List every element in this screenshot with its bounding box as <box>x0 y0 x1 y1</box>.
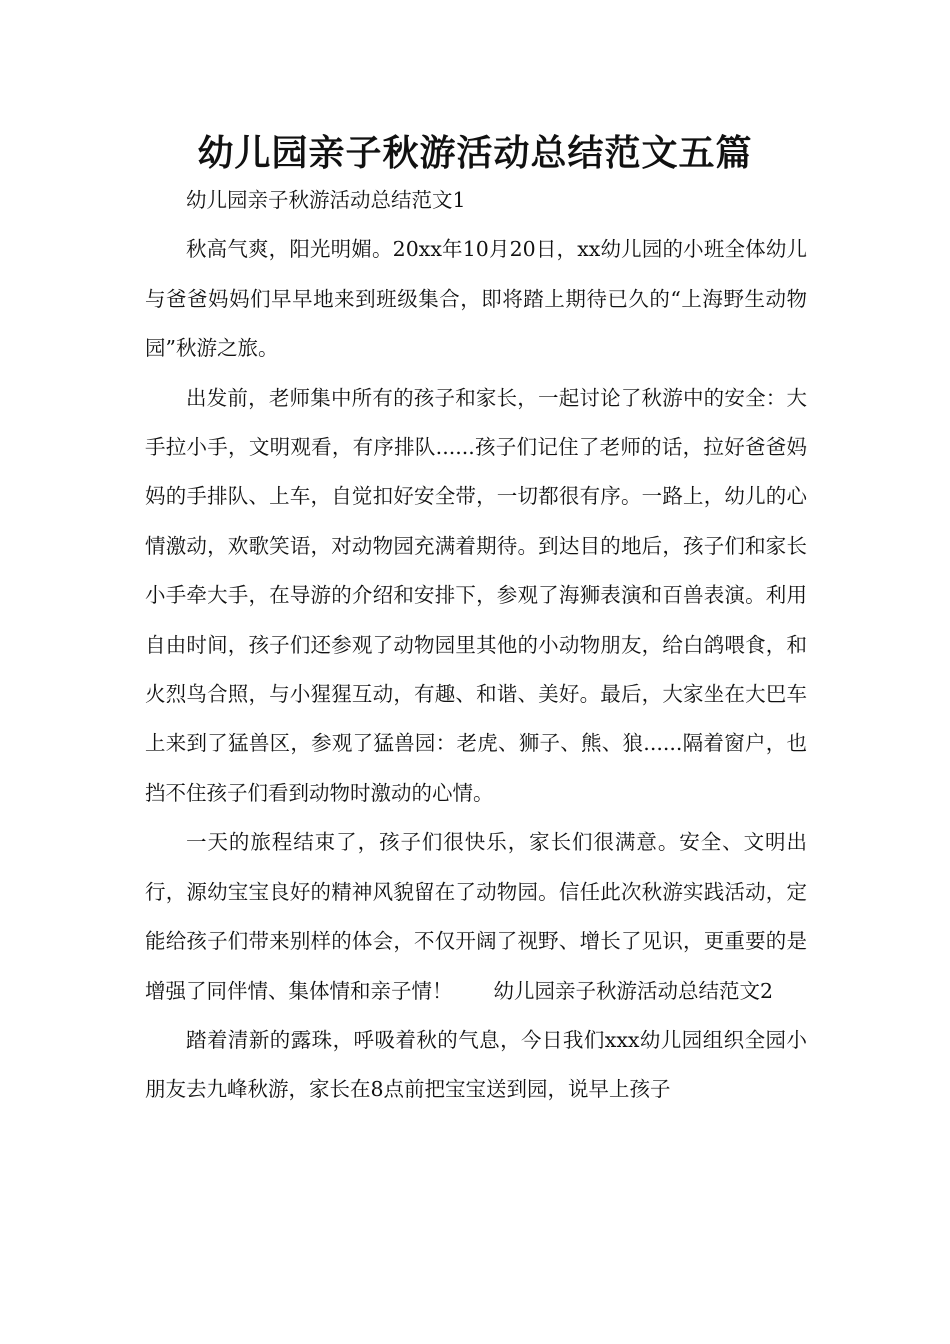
paragraph-1: 秋高气爽，阳光明媚。20xx年10月20日，xx幼儿园的小班全体幼儿与爸爸妈妈们早早地来到班级集合，即将踏上期待已久的“上海野生动物园”秋游之旅。 <box>145 237 807 361</box>
paragraph-3: 一天的旅程结束了，孩子们很快乐，家长们很满意。安全、文明出行，源幼宝宝良好的精神风貌留在了动物园。信任此次秋游实践活动，定能给孩子们带来别样的体会，不仅开阔了视野、增长了见识，更重要的是增强了同伴情、集体情和亲子情！ 幼儿园亲子秋游活动总结范文2 <box>145 830 807 1003</box>
section-heading-1: 幼儿园亲子秋游活动总结范文1 <box>186 188 466 212</box>
document-body <box>145 176 807 1115</box>
paragraph-4: 踏着清新的露珠，呼吸着秋的气息，今日我们xxx幼儿园组织全园小朋友去九峰秋游，家长在8点前把宝宝送到园，说早上孩子 <box>145 1027 807 1102</box>
paragraph-2: 出发前，老师集中所有的孩子和家长，一起讨论了秋游中的安全：大手拉小手，文明观看，有序排队......孩子们记住了老师的话，拉好爸爸妈妈的手排队、上车，自觉扣好安全带，一切都很有序。一路上，幼儿的心情激动，欢歌笑语，对动物园充满着期待。到达目的地后，孩子们和家长小手牵大手，在导游的介绍和安排下，参观了海狮表演和百兽表演。利用自由时间，孩子们还参观了动物园里其他的小动物朋友，给白鸽喂食，和火烈鸟合照，与小猩猩互动，有趣、和谐、美好。最后，大家坐在大巴车上来到了猛兽区，参观了猛兽园：老虎、狮子、熊、狼......隔着窗户，也挡不住孩子们看到动物时激动的心情。 <box>145 385 807 805</box>
document-title: 幼儿园亲子秋游活动总结范文五篇 <box>197 133 753 174</box>
